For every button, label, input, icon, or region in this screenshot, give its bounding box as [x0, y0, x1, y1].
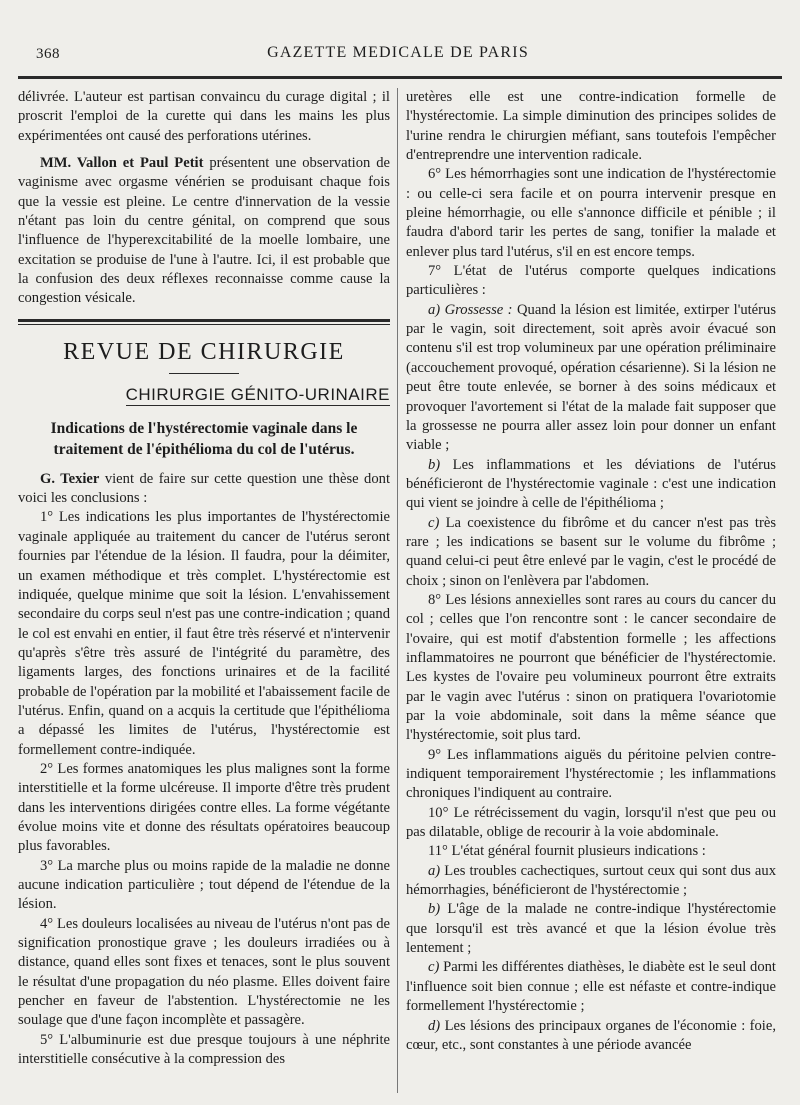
paragraph: 2° Les formes anatomiques les plus malignes sont la forme interstitielle et la forme ulcéreuse. Il importe d'être très prudent dans les interventions dirigées contre elles. La forme végétante évolue moins vite et donne des résultats opératoires beaucoup plus favorables.: [18, 760, 390, 855]
page-number: 368: [36, 46, 60, 62]
section-title: REVUE DE CHIRURGIE: [63, 338, 345, 365]
paragraph: b) L'âge de la malade ne contre-indique l'hystérectomie que lorsqu'il est très avancé et que la lésion évolue très lentement ;: [406, 901, 776, 957]
paragraph: G. Texier vient de faire sur cette question une thèse dont voici les conclusions :: [18, 470, 390, 507]
paragraph: 7° L'état de l'utérus comporte quelques indications particulières :: [406, 263, 776, 299]
paragraph: 1° Les indications les plus importantes de l'hystérectomie vaginale appliquée au traitement du cancer de l'utérus seront fournies par l'étendue de la lésion. Il faudra, pour la déimiter, un examen méthodique et très complet. L'hystérectomie est indiquée, quelque minime que soit la lésion. L'envahissement secondaire du corps seul n'est pas une contre-indication ; quand le col est envahi en entier, il faut être très réservé et n'intervenir qu'après s'être très assuré de l'intégrité du paramètre, des ligaments larges, des fonctions urinaires et de la facilité probable de l'opération par la mobilité et l'abaissement facile de l'utérus. Enfin, quand on a acquis la certitude que l'épithélioma a dépassé les limites de l'utérus, l'hystérectomie est formellement contre-indiquée.: [18, 509, 390, 758]
paragraph: a) Les troubles cachectiques, surtout ceux qui sont dus aux hémorrhagies, bénéficieront de l'hystérectomie ;: [406, 862, 776, 899]
paragraph: c) Parmi les différentes diathèses, le diabète est le seul dont l'influence soit bien connue ; elle est néfaste et contre-indique formellement l'hystérectomie ;: [406, 959, 776, 1015]
running-title: GAZETTE MEDICALE DE PARIS: [267, 44, 529, 61]
paragraph: 5° L'albuminurie est due presque toujours à une néphrite interstitielle consécutive à la compression des: [18, 1031, 390, 1068]
paragraph: d) Les lésions des principaux organes de l'économie : foie, cœur, etc., sont constantes à une période avancée: [406, 1017, 776, 1053]
paragraph: 8° Les lésions annexielles sont rares au cours du cancer du col ; celles que l'on rencontre sont : le cancer secondaire de l'ovaire, qui est motif d'abstention formelle ; les affections inflammatoires ne pourront que bénéficier de l'hystérectomie. Les kystes de l'ovaire peu volumineux pourront être extraits par le vagin avec l'utérus : sinon on pratiquera l'ovariotomie par la voie abdominale, soit dans la même séance que l'hystérectomie, soit plus tard.: [406, 591, 776, 744]
page-header: [18, 38, 778, 72]
paragraph: c) La coexistence du fibrôme et du cancer n'est pas très rare ; les indications se basent sur le volume du fibrôme ; quand celui-ci peut être enlevé par le vagin, c'est le procédé de choix ; sinon on l'enlèvera par l'abdomen.: [406, 514, 776, 589]
subsection-title: CHIRURGIE GÉNITO-URINAIRE: [125, 384, 390, 404]
paragraph: 6° Les hémorrhagies sont une indication de l'hystérectomie : ou celle-ci sera facile et on pourra intervenir presque en pleine hémorrhagie, ou elle s'annonce difficile et pénible ; il faudra d'abord tarir les pertes de sang, tonifier la malade et enlever plus tard l'utérus, s'il en est encore temps.: [406, 166, 776, 260]
right-column: [406, 88, 776, 1097]
paragraph: 10° Le rétrécissement du vagin, lorsqu'il n'est que peu ou pas dilatable, oblige de recourir à la voie abdominale.: [406, 804, 776, 841]
item-label: b): [428, 901, 441, 918]
paragraph: b) Les inflammations et les déviations de l'utérus bénéficieront de l'hystérectomie vaginale : c'est une indication qui vient se joindre à celle de l'épithélioma ;: [406, 456, 776, 512]
paragraph: 9° Les inflammations aiguës du péritoine pelvien contre-indiquent temporairement l'hystérectomie ; les inflammations chroniques l'indiquent au contraire.: [406, 746, 776, 802]
column-divider: [397, 88, 398, 1093]
section-rule-thin: [18, 324, 390, 325]
item-label: a): [428, 862, 441, 879]
paragraph: délivrée. L'auteur est partisan convaincu du curage digital ; il proscrit l'emploi de la curette qui dans les mains les plus expérimentées ont causé des perforations utérines.: [18, 89, 390, 144]
paragraph: a) Grossesse : Quand la lésion est limitée, extirper l'utérus par le vagin, soit directement, soit après avoir évacué son contenu s'il est trop volumineux par une opération préliminaire (accouchement provoqué, opération césarienne). Si la lésion ne peut être toute enlevée, se borner à des soins médicaux et provoquer l'avortement si l'état de la malade fait supposer que la grossesse ne pourra aller assez loin pour donner un enfant viable ;: [406, 301, 776, 454]
article-title: Indications de l'hystérectomie vaginale dans le traitement de l'épithélioma du col de l'utérus.: [50, 419, 358, 458]
title-underline: [169, 373, 239, 374]
paragraph: 3° La marche plus ou moins rapide de la maladie ne donne aucune indication particulière ; tout dépend de l'étendue de la lésion.: [18, 857, 390, 913]
left-column: [18, 88, 390, 1097]
item-label: a) Grossesse :: [428, 301, 513, 318]
header-rule: [18, 76, 782, 79]
item-label: b): [428, 456, 441, 473]
item-label: c): [428, 959, 440, 976]
paragraph: 11° L'état général fournit plusieurs indications :: [428, 843, 706, 860]
paragraph: uretères elle est une contre-indication formelle de l'hystérectomie. La simple diminution des principes solides de l'urine rendra le chirurgien méfiant, sans toutefois l'empêcher d'entreprendre une intervention radicale.: [406, 89, 776, 164]
item-label: c): [428, 514, 440, 531]
authors: MM. Vallon et Paul Petit: [40, 155, 204, 172]
paragraph: 4° Les douleurs localisées au niveau de l'utérus n'ont pas de signification pronostique grave ; les douleurs irradiées ou à distance, quand elles sont fixes et tenaces, sont le plus souvent le résultat d'une propagation du néo plasme. Elles doivent faire pencher en faveur de l'abstention. L'hystérectomie ne les soulage que d'une façon incomplète et passagère.: [18, 915, 390, 1029]
paragraph: MM. Vallon et Paul Petit présentent une observation de vaginisme avec orgasme vénérien se produisant chaque fois que la vessie est pleine. Le centre d'innervation de la vessie n'étant pas loin du centre génital, on comprend que sous l'influence de l'hyperexcitabilité de la moelle lombaire, une excitation se produise de l'une à l'autre. Ici, il est probable que la confusion des deux réflexes reconnaisse comme cause la congestion vésicale.: [18, 155, 390, 307]
section-rule: [18, 319, 390, 322]
author: G. Texier: [40, 470, 100, 487]
item-label: d): [428, 1017, 441, 1034]
